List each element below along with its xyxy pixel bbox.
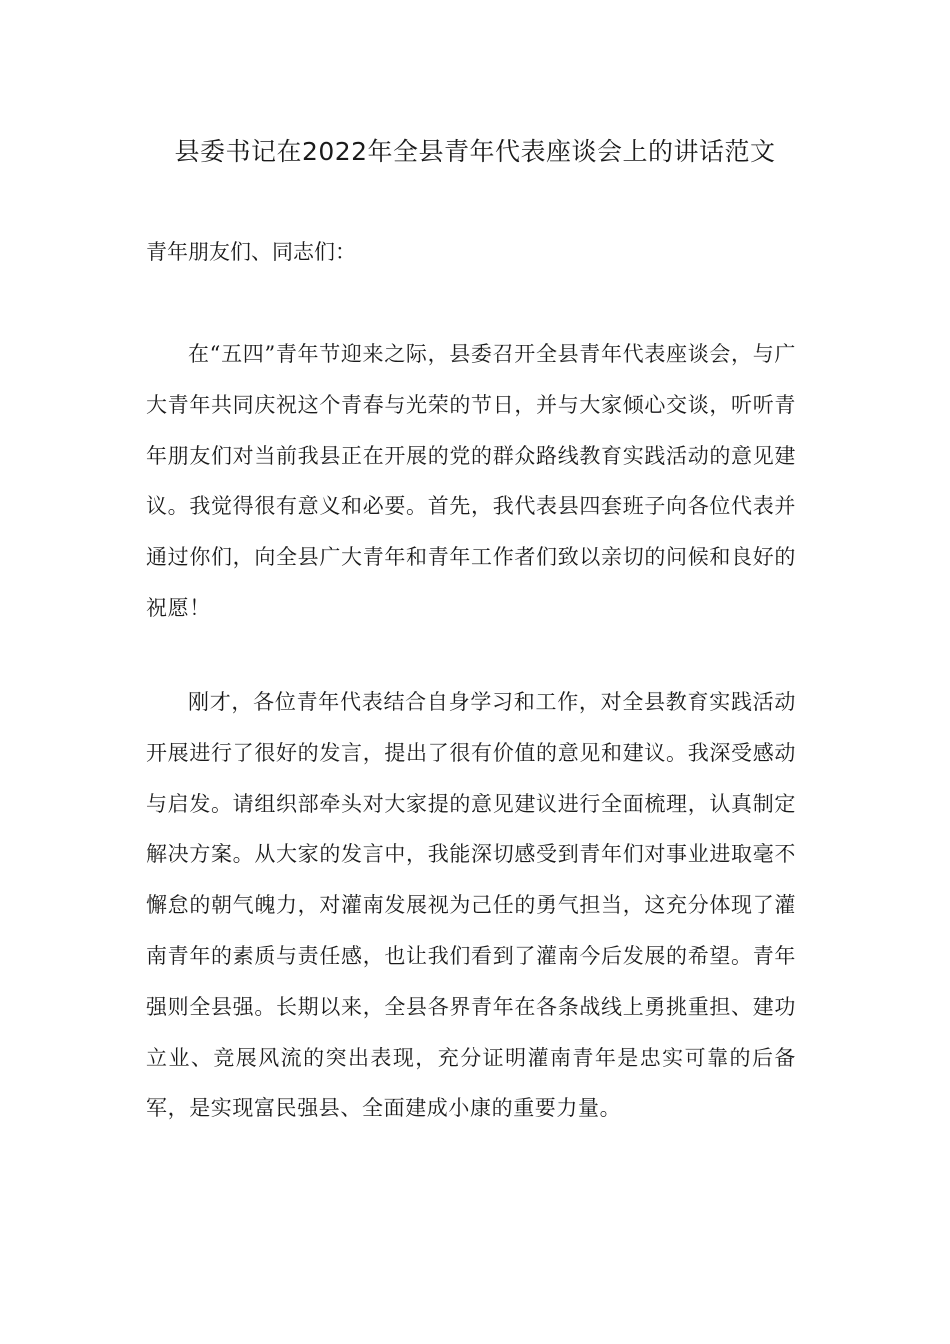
body-paragraph-2: 刚才，各位青年代表结合自身学习和工作，对全县教育实践活动开展进行了很好的发言，提出了很有价值的意见和建议。我深受感动与启发。请组织部牵头对大家提的意见建议进行全面梳理，认真制定解决方案。从大家的发言中，我能深切感受到青年们对事业进取毫不懈怠的朝气魄力，对灌南发展视为己任的勇气担当，这充分体现了灌南青年的素质与责任感，也让我们看到了灌南今后发展的希望。青年强则全县强。长期以来，全县各界青年在各条战线上勇挑重担、建功立业、竞展风流的突出表现，充分证明灌南青年是忠实可靠的后备军，是实现富民强县、全面建成小康的重要力量。 bbox=[146, 690, 796, 1121]
body-paragraph-1: 在“五四”青年节迎来之际，县委召开全县青年代表座谈会，与广大青年共同庆祝这个青春与光荣的节日，并与大家倾心交谈，听听青年朋友们对当前我县正在开展的党的群众路线教育实践活动的意见建议。我觉得很有意义和必要。首先，我代表县四套班子向各位代表并通过你们，向全县广大青年和青年工作者们致以亲切的问候和良好的祝愿！ bbox=[146, 342, 796, 620]
document-title: 县委书记在2022年全县青年代表座谈会上的讲话范文 bbox=[174, 137, 776, 166]
salutation: 青年朋友们、同志们： bbox=[146, 240, 356, 264]
